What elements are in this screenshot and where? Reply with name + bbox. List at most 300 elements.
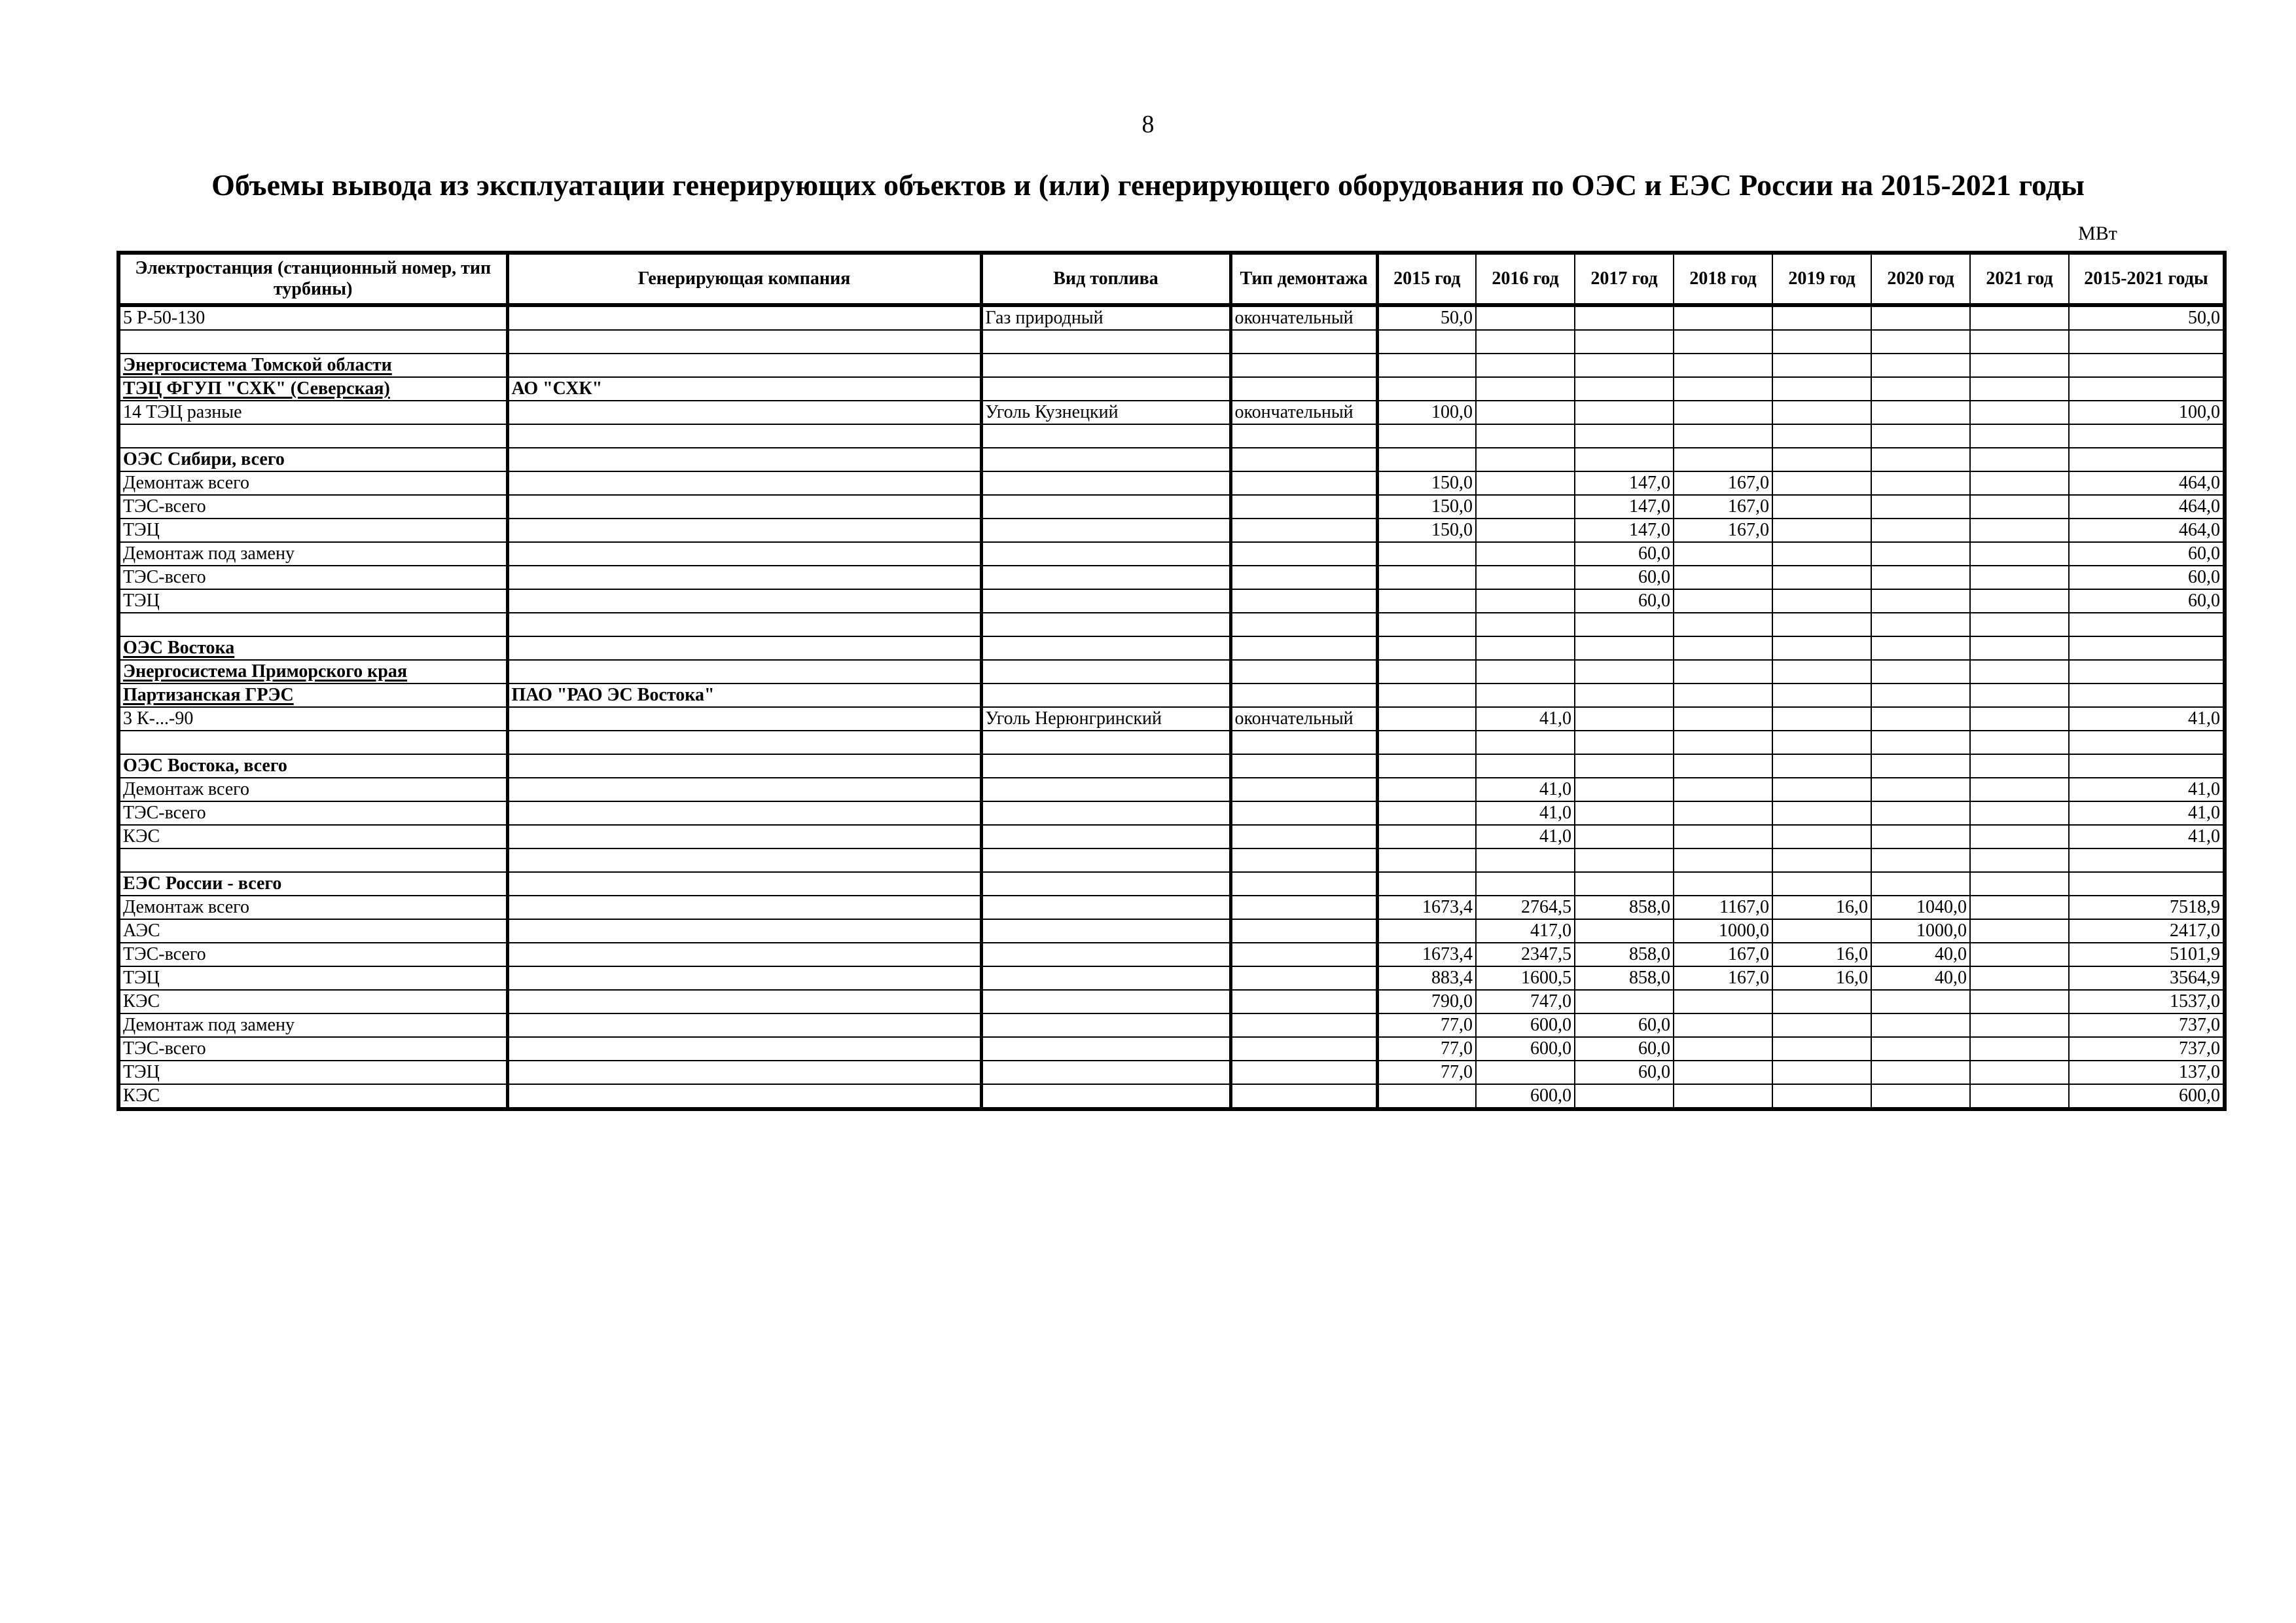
cell-station [118, 613, 507, 636]
cell-dismantle-type [1230, 1037, 1377, 1061]
cell-total [2069, 731, 2225, 754]
table-body [118, 305, 2225, 1109]
cell-station: Энергосистема Томской области [118, 354, 507, 377]
cell-2017 [1575, 731, 1674, 754]
cell-2020: 40,0 [1871, 966, 1970, 990]
table-row [118, 471, 2225, 495]
cell-company [507, 943, 981, 966]
cell-dismantle-type: окончательный [1230, 707, 1377, 731]
cell-2019 [1772, 684, 1871, 707]
cell-2016: 600,0 [1476, 1013, 1575, 1037]
cell-fuel: Газ природный [981, 305, 1230, 330]
cell-dismantle-type [1230, 825, 1377, 848]
cell-station [118, 848, 507, 872]
cell-total: 41,0 [2069, 707, 2225, 731]
cell-dismantle-type [1230, 354, 1377, 377]
cell-fuel [981, 424, 1230, 448]
cell-company: АО "СХК" [507, 377, 981, 401]
cell-2015: 77,0 [1377, 1061, 1476, 1084]
cell-2020: 40,0 [1871, 943, 1970, 966]
cell-2015 [1377, 354, 1476, 377]
cell-2019 [1772, 401, 1871, 424]
cell-2020: 1000,0 [1871, 919, 1970, 943]
cell-company [507, 919, 981, 943]
cell-station: ТЭС-всего [118, 801, 507, 825]
cell-2021 [1970, 919, 2069, 943]
cell-2020 [1871, 401, 1970, 424]
cell-2018 [1674, 754, 1772, 778]
table-row [118, 377, 2225, 401]
cell-total [2069, 684, 2225, 707]
cell-2015 [1377, 636, 1476, 660]
cell-total [2069, 377, 2225, 401]
cell-fuel [981, 519, 1230, 542]
cell-dismantle-type [1230, 778, 1377, 801]
cell-company [507, 613, 981, 636]
cell-2018: 167,0 [1674, 966, 1772, 990]
document-title: Объемы вывода из эксплуатации генерирующих объектов и (или) генерирующего оборудования по ОЭС и ЕЭС России на 2015-2021 годы [211, 168, 2085, 202]
cell-2018 [1674, 707, 1772, 731]
cell-2017: 60,0 [1575, 1037, 1674, 1061]
cell-2019 [1772, 919, 1871, 943]
cell-2017 [1575, 401, 1674, 424]
header-station: Электростанция (станционный номер, тип турбины) [118, 253, 507, 305]
cell-2016: 417,0 [1476, 919, 1575, 943]
header-2020: 2020 год [1871, 253, 1970, 305]
cell-2020 [1871, 589, 1970, 613]
cell-company [507, 966, 981, 990]
cell-station: ТЭЦ [118, 966, 507, 990]
cell-2020 [1871, 731, 1970, 754]
cell-total: 464,0 [2069, 495, 2225, 519]
table-row [118, 424, 2225, 448]
cell-company [507, 542, 981, 566]
cell-station [118, 731, 507, 754]
cell-2020 [1871, 848, 1970, 872]
cell-2017 [1575, 990, 1674, 1013]
cell-2019 [1772, 471, 1871, 495]
cell-2015 [1377, 542, 1476, 566]
cell-total [2069, 448, 2225, 471]
cell-company [507, 519, 981, 542]
cell-2019 [1772, 566, 1871, 589]
cell-station: ТЭС-всего [118, 495, 507, 519]
table-row [118, 707, 2225, 731]
cell-2015: 100,0 [1377, 401, 1476, 424]
cell-total [2069, 613, 2225, 636]
cell-dismantle-type [1230, 896, 1377, 919]
cell-2015: 1673,4 [1377, 896, 1476, 919]
cell-2020 [1871, 519, 1970, 542]
cell-company [507, 848, 981, 872]
cell-2015 [1377, 448, 1476, 471]
cell-2017: 60,0 [1575, 1061, 1674, 1084]
cell-2016: 747,0 [1476, 990, 1575, 1013]
cell-fuel [981, 542, 1230, 566]
cell-fuel [981, 1037, 1230, 1061]
cell-dismantle-type [1230, 1084, 1377, 1109]
cell-company [507, 825, 981, 848]
cell-2018 [1674, 377, 1772, 401]
cell-dismantle-type [1230, 660, 1377, 684]
cell-2015 [1377, 377, 1476, 401]
cell-2018 [1674, 448, 1772, 471]
cell-2021 [1970, 519, 2069, 542]
cell-company [507, 1061, 981, 1084]
cell-2018 [1674, 801, 1772, 825]
cell-fuel [981, 471, 1230, 495]
cell-2021 [1970, 754, 2069, 778]
cell-2015 [1377, 684, 1476, 707]
cell-fuel [981, 566, 1230, 589]
table-row [118, 330, 2225, 354]
cell-2020 [1871, 471, 1970, 495]
cell-2020 [1871, 684, 1970, 707]
cell-2018 [1674, 424, 1772, 448]
cell-2018 [1674, 330, 1772, 354]
cell-2019 [1772, 613, 1871, 636]
cell-fuel [981, 354, 1230, 377]
cell-total: 137,0 [2069, 1061, 2225, 1084]
cell-total: 50,0 [2069, 305, 2225, 330]
cell-station: ОЭС Сибири, всего [118, 448, 507, 471]
table-row [118, 660, 2225, 684]
cell-company [507, 330, 981, 354]
cell-2019 [1772, 589, 1871, 613]
cell-station: 14 ТЭЦ разные [118, 401, 507, 424]
cell-total: 60,0 [2069, 566, 2225, 589]
cell-2019 [1772, 636, 1871, 660]
cell-total: 7518,9 [2069, 896, 2225, 919]
cell-total [2069, 754, 2225, 778]
table-row [118, 825, 2225, 848]
cell-company [507, 660, 981, 684]
cell-company [507, 636, 981, 660]
table-row [118, 542, 2225, 566]
cell-company [507, 448, 981, 471]
table-row [118, 943, 2225, 966]
cell-2018 [1674, 1013, 1772, 1037]
cell-2018 [1674, 354, 1772, 377]
cell-2017 [1575, 424, 1674, 448]
cell-2016 [1476, 636, 1575, 660]
cell-total [2069, 848, 2225, 872]
cell-2016: 1600,5 [1476, 966, 1575, 990]
header-total-2015-2021: 2015-2021 годы [2069, 253, 2225, 305]
cell-dismantle-type [1230, 636, 1377, 660]
cell-2020 [1871, 754, 1970, 778]
cell-2021 [1970, 566, 2069, 589]
cell-2021 [1970, 990, 2069, 1013]
table-header-row [118, 253, 2225, 305]
cell-company [507, 305, 981, 330]
cell-total [2069, 330, 2225, 354]
cell-2016 [1476, 495, 1575, 519]
cell-2018 [1674, 990, 1772, 1013]
cell-2021 [1970, 943, 2069, 966]
cell-station: Партизанская ГРЭС [118, 684, 507, 707]
cell-2017: 60,0 [1575, 542, 1674, 566]
cell-2016 [1476, 754, 1575, 778]
cell-2017: 858,0 [1575, 966, 1674, 990]
cell-dismantle-type [1230, 919, 1377, 943]
cell-2021 [1970, 1037, 2069, 1061]
cell-2019 [1772, 731, 1871, 754]
cell-total: 737,0 [2069, 1013, 2225, 1037]
cell-2021 [1970, 377, 2069, 401]
cell-2019 [1772, 660, 1871, 684]
cell-2021 [1970, 401, 2069, 424]
cell-total: 2417,0 [2069, 919, 2225, 943]
cell-2019 [1772, 542, 1871, 566]
cell-2021 [1970, 801, 2069, 825]
cell-fuel [981, 825, 1230, 848]
cell-2019 [1772, 1037, 1871, 1061]
cell-2018 [1674, 1061, 1772, 1084]
cell-total: 41,0 [2069, 778, 2225, 801]
cell-fuel [981, 896, 1230, 919]
cell-2017: 147,0 [1575, 495, 1674, 519]
table-row [118, 305, 2225, 330]
cell-station: Демонтаж всего [118, 896, 507, 919]
cell-2020 [1871, 305, 1970, 330]
cell-total [2069, 424, 2225, 448]
cell-station: 3 К-...-90 [118, 707, 507, 731]
header-dismantle-type: Тип демонтажа [1230, 253, 1377, 305]
cell-2016 [1476, 377, 1575, 401]
cell-2021 [1970, 731, 2069, 754]
cell-total [2069, 872, 2225, 896]
cell-2021 [1970, 613, 2069, 636]
cell-company [507, 401, 981, 424]
table-row [118, 1013, 2225, 1037]
cell-total: 3564,9 [2069, 966, 2225, 990]
cell-2021 [1970, 848, 2069, 872]
table-row [118, 448, 2225, 471]
cell-2020 [1871, 660, 1970, 684]
cell-2021 [1970, 1061, 2069, 1084]
cell-station: ТЭС-всего [118, 566, 507, 589]
cell-2019 [1772, 1013, 1871, 1037]
cell-station: Демонтаж под замену [118, 1013, 507, 1037]
cell-2017 [1575, 801, 1674, 825]
table-row [118, 589, 2225, 613]
table-row [118, 919, 2225, 943]
cell-company [507, 354, 981, 377]
cell-2015 [1377, 613, 1476, 636]
cell-2019 [1772, 519, 1871, 542]
cell-fuel [981, 801, 1230, 825]
cell-total: 100,0 [2069, 401, 2225, 424]
cell-2019 [1772, 330, 1871, 354]
cell-2021 [1970, 966, 2069, 990]
cell-2015: 150,0 [1377, 519, 1476, 542]
cell-fuel [981, 872, 1230, 896]
cell-2015 [1377, 848, 1476, 872]
table-row [118, 731, 2225, 754]
cell-2016: 600,0 [1476, 1037, 1575, 1061]
cell-2020 [1871, 1037, 1970, 1061]
cell-2019 [1772, 801, 1871, 825]
cell-2020 [1871, 1084, 1970, 1109]
cell-2017: 147,0 [1575, 471, 1674, 495]
cell-2015: 77,0 [1377, 1037, 1476, 1061]
cell-total: 5101,9 [2069, 943, 2225, 966]
cell-station: Демонтаж под замену [118, 542, 507, 566]
cell-2017: 858,0 [1575, 896, 1674, 919]
cell-2021 [1970, 684, 2069, 707]
cell-2016 [1476, 566, 1575, 589]
cell-fuel [981, 495, 1230, 519]
cell-2019: 16,0 [1772, 966, 1871, 990]
cell-company [507, 471, 981, 495]
cell-dismantle-type [1230, 754, 1377, 778]
cell-2016 [1476, 589, 1575, 613]
cell-2015: 50,0 [1377, 305, 1476, 330]
cell-dismantle-type [1230, 1013, 1377, 1037]
cell-station: Демонтаж всего [118, 778, 507, 801]
cell-2018 [1674, 613, 1772, 636]
cell-total: 41,0 [2069, 801, 2225, 825]
cell-fuel [981, 943, 1230, 966]
cell-station: ЕЭС России - всего [118, 872, 507, 896]
cell-company [507, 589, 981, 613]
cell-fuel [981, 1013, 1230, 1037]
cell-station: ТЭС-всего [118, 1037, 507, 1061]
cell-fuel [981, 848, 1230, 872]
cell-2021 [1970, 424, 2069, 448]
table-row [118, 684, 2225, 707]
cell-station: ТЭС-всего [118, 943, 507, 966]
cell-dismantle-type [1230, 801, 1377, 825]
cell-2015 [1377, 778, 1476, 801]
cell-2019 [1772, 990, 1871, 1013]
cell-2017 [1575, 872, 1674, 896]
cell-2021 [1970, 330, 2069, 354]
cell-station: ТЭЦ ФГУП "СХК" (Северская) [118, 377, 507, 401]
cell-2018 [1674, 684, 1772, 707]
cell-2019: 16,0 [1772, 943, 1871, 966]
cell-fuel [981, 990, 1230, 1013]
cell-fuel [981, 778, 1230, 801]
cell-2016 [1476, 471, 1575, 495]
cell-fuel: Уголь Нерюнгринский [981, 707, 1230, 731]
header-2018: 2018 год [1674, 253, 1772, 305]
cell-company: ПАО "РАО ЭС Востока" [507, 684, 981, 707]
cell-2019 [1772, 1084, 1871, 1109]
cell-2018 [1674, 401, 1772, 424]
cell-station: КЭС [118, 1084, 507, 1109]
cell-2021 [1970, 354, 2069, 377]
cell-dismantle-type [1230, 613, 1377, 636]
cell-2016 [1476, 613, 1575, 636]
cell-fuel [981, 919, 1230, 943]
cell-dismantle-type [1230, 990, 1377, 1013]
cell-2016 [1476, 660, 1575, 684]
cell-2019 [1772, 754, 1871, 778]
table-row [118, 354, 2225, 377]
cell-2020 [1871, 1013, 1970, 1037]
cell-total: 737,0 [2069, 1037, 2225, 1061]
cell-2019 [1772, 707, 1871, 731]
cell-2021 [1970, 1013, 2069, 1037]
cell-dismantle-type: окончательный [1230, 305, 1377, 330]
cell-2018 [1674, 566, 1772, 589]
cell-2015 [1377, 566, 1476, 589]
cell-2017 [1575, 778, 1674, 801]
cell-2015 [1377, 660, 1476, 684]
cell-2017: 147,0 [1575, 519, 1674, 542]
cell-dismantle-type [1230, 872, 1377, 896]
cell-dismantle-type [1230, 966, 1377, 990]
cell-2020 [1871, 448, 1970, 471]
cell-2015: 150,0 [1377, 471, 1476, 495]
cell-fuel [981, 754, 1230, 778]
cell-2020 [1871, 990, 1970, 1013]
cell-2015 [1377, 825, 1476, 848]
cell-2017: 858,0 [1575, 943, 1674, 966]
cell-station: КЭС [118, 990, 507, 1013]
cell-dismantle-type [1230, 519, 1377, 542]
cell-2019 [1772, 448, 1871, 471]
header-2015: 2015 год [1377, 253, 1476, 305]
cell-company [507, 1013, 981, 1037]
cell-2017: 60,0 [1575, 566, 1674, 589]
cell-2018 [1674, 848, 1772, 872]
cell-fuel [981, 636, 1230, 660]
cell-2018 [1674, 1037, 1772, 1061]
cell-station: ОЭС Востока, всего [118, 754, 507, 778]
cell-fuel [981, 589, 1230, 613]
cell-2015 [1377, 919, 1476, 943]
table-row [118, 990, 2225, 1013]
cell-2017 [1575, 613, 1674, 636]
cell-2019 [1772, 778, 1871, 801]
cell-2021 [1970, 471, 2069, 495]
cell-2020 [1871, 707, 1970, 731]
table-row [118, 778, 2225, 801]
cell-station: ОЭС Востока [118, 636, 507, 660]
cell-2016 [1476, 684, 1575, 707]
header-2021: 2021 год [1970, 253, 2069, 305]
cell-2015 [1377, 872, 1476, 896]
cell-station: ТЭЦ [118, 519, 507, 542]
cell-2017 [1575, 636, 1674, 660]
cell-company [507, 754, 981, 778]
cell-2018 [1674, 636, 1772, 660]
cell-2020: 1040,0 [1871, 896, 1970, 919]
cell-station [118, 330, 507, 354]
table-row [118, 1037, 2225, 1061]
cell-company [507, 731, 981, 754]
cell-2021 [1970, 778, 2069, 801]
cell-dismantle-type [1230, 330, 1377, 354]
cell-2015 [1377, 754, 1476, 778]
cell-2016 [1476, 1061, 1575, 1084]
cell-company [507, 990, 981, 1013]
cell-station: ТЭЦ [118, 1061, 507, 1084]
cell-fuel [981, 966, 1230, 990]
cell-dismantle-type [1230, 589, 1377, 613]
cell-company [507, 778, 981, 801]
cell-company [507, 896, 981, 919]
cell-2015 [1377, 801, 1476, 825]
cell-2020 [1871, 330, 1970, 354]
cell-2017 [1575, 377, 1674, 401]
cell-2015 [1377, 330, 1476, 354]
cell-2021 [1970, 305, 2069, 330]
cell-2016 [1476, 330, 1575, 354]
